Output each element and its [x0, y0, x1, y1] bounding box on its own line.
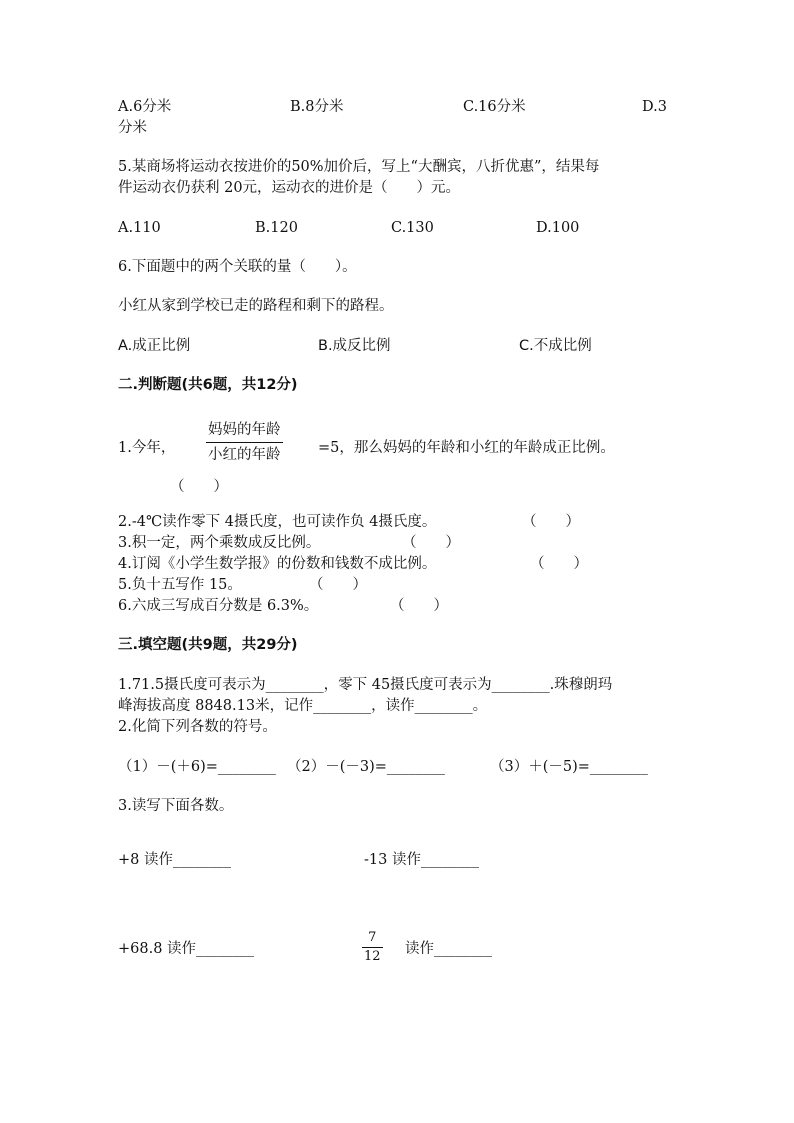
s3-q3-fraction-numerator: 7 — [368, 930, 377, 945]
section2-heading: 二.判断题(共6题，共12分) — [118, 377, 298, 393]
q5-option-b: B.120 — [255, 220, 298, 236]
q5-line2: 件运动衣仍获利 20元，运动衣的进价是（ ）元。 — [118, 180, 461, 196]
s3-q2-part1: （1）－(＋6)=________ — [118, 759, 276, 775]
s3-q2-part3: （3）＋(－5)=________ — [490, 759, 648, 775]
q6-option-c: C.不成比例 — [519, 338, 592, 354]
s2-q1-fraction — [206, 420, 283, 465]
s3-q2-part2: （2）－(－3)=________ — [287, 759, 445, 775]
s3-q3-item-b: -13 读作________ — [364, 852, 479, 868]
q5-option-a: A.110 — [118, 220, 161, 236]
s2-q1-answer-paren: （ ） — [170, 479, 228, 495]
fraction-bar — [362, 947, 383, 948]
s2-q5-text: 5.负十五写作 15。 — [118, 577, 242, 593]
q6-question: 6.下面题中的两个关联的量（ ）。 — [118, 259, 357, 275]
s2-q6-text: 6.六成三写成百分数是 6.3%。 — [118, 598, 319, 614]
fraction-bar — [206, 442, 283, 443]
s2-q6-answer-paren: （ ） — [390, 598, 448, 614]
s2-q1-suffix: =5，那么妈妈的年龄和小红的年龄成正比例。 — [318, 440, 615, 456]
q5-line1: 5.某商场将运动衣按进价的50%加价后，写上“大酬宾，八折优惠”，结果每 — [118, 159, 600, 175]
s3-q3-fraction — [362, 930, 383, 965]
q4-option-d-wrap: 分米 — [118, 120, 147, 136]
s3-q3-text: 3.读写下面各数。 — [118, 798, 234, 814]
s2-q1-prefix: 1.今年， — [118, 440, 176, 456]
q6-option-a: A.成正比例 — [118, 338, 191, 354]
s3-q1-line1: 1.71.5摄氏度可表示为________，零下 45摄氏度可表示为________.珠穆朗玛 — [118, 677, 613, 693]
s3-q3-item-d: 读作________ — [405, 941, 492, 957]
s3-q3-item-a: +8 读作________ — [118, 852, 231, 868]
s2-q5-answer-paren: （ ） — [309, 577, 367, 593]
s3-q3-item-c: +68.8 读作________ — [118, 941, 255, 957]
q4-option-d: D.3 — [642, 99, 667, 115]
q4-option-c: C.16分米 — [463, 99, 526, 115]
q6-option-b: B.成反比例 — [318, 338, 391, 354]
q4-option-a: A.6分米 — [118, 99, 172, 115]
s2-q4-text: 4.订阅《小学生数学报》的份数和钱数不成比例。 — [118, 556, 437, 572]
q5-option-c: C.130 — [391, 220, 434, 236]
s2-q3-text: 3.积一定，两个乘数成反比例。 — [118, 535, 321, 551]
q6-statement: 小红从家到学校已走的路程和剩下的路程。 — [118, 298, 394, 314]
s2-q2-text: 2.-4℃读作零下 4摄氏度，也可读作负 4摄氏度。 — [118, 514, 437, 530]
q4-option-b: B.8分米 — [290, 99, 344, 115]
q5-option-d: D.100 — [536, 220, 580, 236]
s3-q2-text: 2.化简下列各数的符号。 — [118, 719, 277, 735]
s2-q1-fraction-numerator: 妈妈的年龄 — [208, 422, 281, 438]
s3-q1-line2: 峰海拔高度 8848.13米，记作________，读作________。 — [118, 698, 488, 714]
s2-q3-answer-paren: （ ） — [402, 535, 460, 551]
s2-q1-fraction-denominator: 小红的年龄 — [208, 447, 281, 463]
section3-heading: 三.填空题(共9题，共29分) — [118, 637, 298, 653]
s3-q3-fraction-denominator: 12 — [364, 949, 381, 964]
s2-q2-answer-paren: （ ） — [522, 514, 580, 530]
s2-q4-answer-paren: （ ） — [530, 556, 588, 572]
